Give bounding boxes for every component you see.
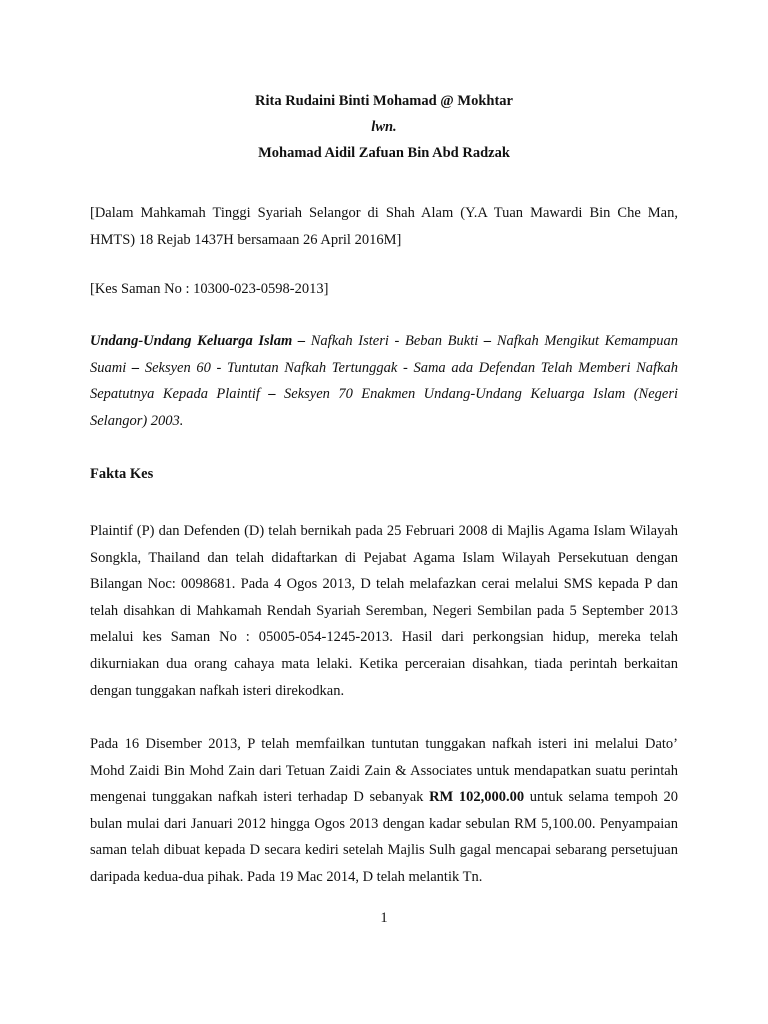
- headnote-item: Seksyen 70 Enakmen Undang-Undang Keluarga Islam (Negeri Selangor) 2003.: [90, 386, 678, 429]
- headnote-item: Nafkah Isteri - Beban Bukti: [310, 333, 479, 349]
- case-number: [Kes Saman No : 10300-023-0598-2013]: [90, 281, 329, 297]
- headnote-dash: –: [126, 359, 145, 376]
- claim-amount: RM 102,000.00: [429, 789, 525, 806]
- facts-paragraph-2: [90, 731, 678, 891]
- court-info: [Dalam Mahkamah Tinggi Syariah Selangor di Shah Alam (Y.A Tuan Mawardi Bin Che Man, HMTS) 18 Rejab 1437H bersamaan 26 April 2016M]: [90, 205, 678, 248]
- headnote-topic: Undang-Undang Keluarga Islam: [90, 333, 293, 349]
- defendant-name: Mohamad Aidil Zafuan Bin Abd Radzak: [258, 145, 510, 161]
- headnote-dash: –: [478, 333, 497, 349]
- headnote-item: Nafkah Mengikut Kemampuan Suami: [90, 333, 679, 376]
- headnote-dash: –: [259, 386, 285, 403]
- page-number: 1: [380, 910, 388, 926]
- facts-paragraph-2-text: untuk selama tempoh 20 bulan mulai dari Januari 2012 hingga Ogos 2013 dengan kadar sebulan RM 5,100.00. Penyampaian saman telah dibuat kepada D secara kediri setelah Majlis Sulh gagal mencapai sebarang persetujuan daripada kedua-dua pihak. Pada 19 Mac 2014, D telah melantik Tn.: [90, 789, 679, 885]
- facts-paragraph-2-text: Pada 16 Disember 2013, P telah memfailkan tuntutan tunggakan nafkah isteri ini melalui Dato’ Mohd Zaidi Bin Mohd Zain dari Tetuan Zaidi Zain & Associates untuk mendapatkan suatu perintah mengenai tunggakan nafkah isteri terhadap D sebanyak: [90, 736, 678, 806]
- plaintiff-name: Rita Rudaini Binti Mohamad @ Mokhtar: [254, 93, 513, 109]
- facts-paragraph-1: Plaintif (P) dan Defenden (D) telah bernikah pada 25 Februari 2008 di Majlis Agama Islam Wilayah Songkla, Thailand dan telah didaftarkan di Pejabat Agama Islam Wilayah Persekutuan dengan Bilangan Noc: 0098681. Pada 4 Ogos 2013, D telah melafazkan cerai melalui SMS kepada P dan telah disahkan di Mahkamah Rendah Syariah Seremban, Negeri Sembilan pada 5 September 2013 melalui kes Saman No : 05005-054-1245-2013. Hasil dari perkongsian hidup, mereka telah dikurniakan dua orang cahaya mata lelaki. Ketika perceraian disahkan, tiada perintah berkaitan dengan tunggakan nafkah isteri direkodkan.: [90, 523, 678, 699]
- case-parties: [90, 88, 678, 166]
- headnote-item: Seksyen 60 - Tuntutan Nafkah Tertunggak - Sama ada Defendan Telah Memberi Nafkah Sepatutnya Kepada Plaintif: [90, 359, 679, 403]
- headnote: [90, 328, 678, 434]
- section-heading-facts: Fakta Kes: [90, 466, 154, 482]
- versus-label: lwn.: [371, 119, 397, 135]
- headnote-dash: –: [292, 333, 311, 349]
